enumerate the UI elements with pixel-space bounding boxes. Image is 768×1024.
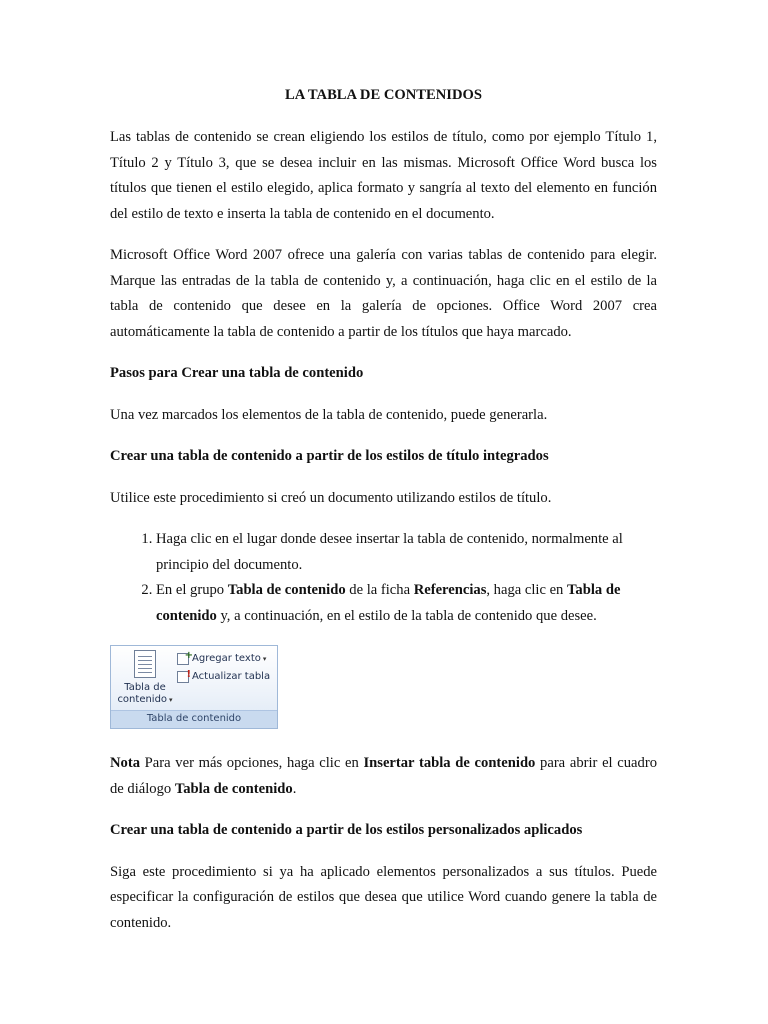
add-text-icon [177,653,189,665]
paragraph-intro: Las tablas de contenido se crean eligiendo los estilos de título, como por ejemplo Título 1, Título 2 y Título 3, que se desea incluir en las mismas. Microsoft Office Word busca los títulos que tienen el estilo elegido, aplica formato y sangría al texto del elemento en función del estilo de texto e inserta la tabla de contenido en el documento. [110,129,657,222]
heading-custom-styles: Crear una tabla de contenido a partir de los estilos personalizados aplicados [110,822,583,838]
note-bold-1: Insertar tabla de contenido [363,755,536,771]
update-table-label: Actualizar tabla [192,671,271,682]
step-2 [156,578,657,629]
document-icon [134,650,156,678]
paragraph-custom: Siga este procedimiento si ya ha aplicado elementos personalizados a sus títulos. Puede especificar la configuración de estilos que desea que utilice Word cuando genere la tabla de contenido. [110,863,657,931]
step-2-text-1: En el grupo [156,582,228,598]
note-bold-2: Tabla de contenido [174,780,293,797]
steps-list [110,527,657,629]
step-2-text-3: , haga clic en [486,582,568,598]
toc-big-button[interactable] [117,650,173,712]
update-table-button[interactable] [177,668,277,686]
paragraph-generate: Una vez marcados los elementos de la tabla de contenido, puede generarla. [110,406,548,423]
paragraph-gallery: Microsoft Office Word 2007 ofrece una galería con varias tablas de contenido para elegir. Marque las entradas de la tabla de contenido y, a continuación, haga clic en el estilo de la tabla de contenido que desee en la galería de opciones. Office Word 2007 crea automáticamente la tabla de contenido a partir de los títulos que haya marcado. [110,247,657,340]
add-text-label: Agregar texto [192,653,261,664]
note-text-2: para abrir el cuadro de diálogo [110,755,657,797]
note-label: Nota [110,755,140,771]
heading-pasos: Pasos para Crear una tabla de contenido [110,365,364,381]
chevron-down-icon: ▾ [169,696,173,704]
note-text-1: Para ver más opciones, haga clic en [140,755,364,771]
note-paragraph [110,751,657,802]
document-title: LA TABLA DE CONTENIDOS [285,87,482,103]
step-2-text-2: de la ficha [345,582,414,598]
step-1: 1. Haga clic en el lugar donde desee insertar la tabla de contenido, normalmente al principio del documento. [156,527,657,578]
ribbon-group-label: Tabla de contenido [111,710,277,728]
paragraph-procedure: Utilice este procedimiento si creó un documento utilizando estilos de título. [110,489,552,506]
update-table-icon [177,671,189,683]
step-2-text-4: y, a continuación, en el estilo de la tabla de contenido que desee. [216,607,597,624]
note-text-3: . [292,780,297,797]
step-2-bold-3: Tabla de contenido [156,582,621,624]
toc-small-buttons [177,650,277,686]
document-body [110,83,657,952]
step-2-bold-2: Referencias [413,582,487,598]
heading-integrated-styles: Crear una tabla de contenido a partir de los estilos de título integrados [110,448,549,464]
step-2-bold-1: Tabla de contenido [227,582,346,598]
toc-button-label-line1: Tabla de [124,682,166,693]
ribbon-toc-group-image [110,645,278,729]
chevron-down-icon: ▾ [262,655,267,663]
add-text-button[interactable] [177,650,277,668]
toc-button-label-line2: contenido ▾ [117,694,173,705]
